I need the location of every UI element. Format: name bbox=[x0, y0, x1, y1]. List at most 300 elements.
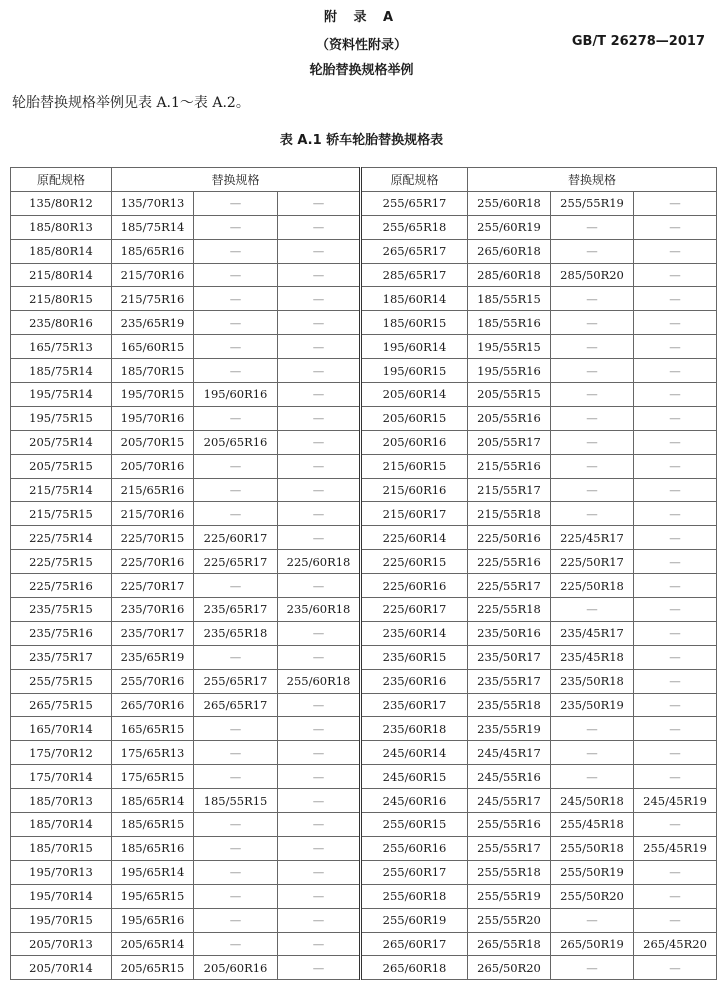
table-row bbox=[11, 932, 717, 956]
left-replacement-1-cell: 175/65R15 bbox=[112, 765, 194, 789]
left-replacement-3-cell: — bbox=[278, 287, 361, 311]
right-original-spec-cell: 245/60R16 bbox=[361, 789, 468, 813]
right-original-spec-cell: 225/60R17 bbox=[361, 598, 468, 622]
table-caption: 表 A.1 轿车轮胎替换规格表 bbox=[279, 133, 444, 148]
left-replacement-2-cell: 225/60R17 bbox=[194, 526, 278, 550]
left-original-spec-cell: 185/70R14 bbox=[11, 813, 112, 837]
right-replacement-1-cell: 255/55R18 bbox=[468, 860, 551, 884]
left-replacement-1-cell: 165/60R15 bbox=[112, 335, 194, 359]
left-replacement-1-cell: 165/65R15 bbox=[112, 717, 194, 741]
left-original-spec-cell: 195/75R15 bbox=[11, 406, 112, 430]
left-original-spec-cell: 175/70R12 bbox=[11, 741, 112, 765]
left-original-spec-cell: 135/80R12 bbox=[11, 191, 112, 215]
right-replacement-1-cell: 285/60R18 bbox=[468, 263, 551, 287]
left-original-spec-cell: 205/75R15 bbox=[11, 454, 112, 478]
left-replacement-3-cell: — bbox=[278, 813, 361, 837]
right-original-spec-cell: 195/60R14 bbox=[361, 335, 468, 359]
left-replacement-1-cell: 205/65R14 bbox=[112, 932, 194, 956]
right-replacement-1-cell: 205/55R17 bbox=[468, 430, 551, 454]
left-replacement-2-cell: — bbox=[194, 335, 278, 359]
right-replacement-1-cell: 185/55R15 bbox=[468, 287, 551, 311]
left-replacement-2-cell: — bbox=[194, 932, 278, 956]
right-replacement-1-cell: 195/55R16 bbox=[468, 359, 551, 383]
right-replacement-1-cell: 235/55R17 bbox=[468, 669, 551, 693]
table-row bbox=[11, 191, 717, 215]
right-replacement-3-cell: — bbox=[634, 383, 717, 407]
table-row bbox=[11, 430, 717, 454]
right-replacement-3-cell: — bbox=[634, 621, 717, 645]
left-replacement-1-cell: 195/65R16 bbox=[112, 908, 194, 932]
left-original-spec-cell: 185/80R14 bbox=[11, 239, 112, 263]
left-original-spec-cell: 215/80R15 bbox=[11, 287, 112, 311]
right-replacement-1-cell: 245/45R17 bbox=[468, 741, 551, 765]
right-replacement-3-cell: — bbox=[634, 454, 717, 478]
right-replacement-3-cell: — bbox=[634, 693, 717, 717]
right-original-spec-cell: 255/60R18 bbox=[361, 884, 468, 908]
left-replacement-1-cell: 235/65R19 bbox=[112, 311, 194, 335]
left-replacement-1-cell: 215/75R16 bbox=[112, 287, 194, 311]
right-original-spec-cell: 255/60R19 bbox=[361, 908, 468, 932]
left-replacement-3-cell: — bbox=[278, 526, 361, 550]
table-row bbox=[11, 860, 717, 884]
table-row bbox=[11, 454, 717, 478]
right-replacement-2-cell: 235/50R18 bbox=[551, 669, 634, 693]
right-original-spec-cell: 265/60R17 bbox=[361, 932, 468, 956]
table-row bbox=[11, 574, 717, 598]
left-original-spec-cell: 195/70R13 bbox=[11, 860, 112, 884]
left-replacement-1-cell: 185/75R14 bbox=[112, 215, 194, 239]
left-replacement-2-cell: — bbox=[194, 813, 278, 837]
right-replacement-1-cell: 205/55R16 bbox=[468, 406, 551, 430]
table-row bbox=[11, 693, 717, 717]
left-replacement-2-cell: — bbox=[194, 574, 278, 598]
left-replacement-2-cell: 195/60R16 bbox=[194, 383, 278, 407]
left-original-spec-cell: 185/80R13 bbox=[11, 215, 112, 239]
left-replacement-2-cell: — bbox=[194, 645, 278, 669]
left-original-spec-cell: 255/75R15 bbox=[11, 669, 112, 693]
right-replacement-3-cell: — bbox=[634, 908, 717, 932]
right-original-spec-cell: 235/60R14 bbox=[361, 621, 468, 645]
right-replacement-3-cell: — bbox=[634, 717, 717, 741]
right-replacement-3-cell: — bbox=[634, 574, 717, 598]
table-row bbox=[11, 215, 717, 239]
right-replacement-2-cell: — bbox=[551, 406, 634, 430]
right-original-spec-cell: 285/65R17 bbox=[361, 263, 468, 287]
right-replacement-2-cell: 235/45R17 bbox=[551, 621, 634, 645]
right-replacement-2-cell: 245/50R18 bbox=[551, 789, 634, 813]
right-replacement-3-cell: — bbox=[634, 239, 717, 263]
table-row bbox=[11, 526, 717, 550]
left-original-spec-cell: 235/75R17 bbox=[11, 645, 112, 669]
appendix-title: 附 录 A bbox=[323, 10, 400, 25]
right-replacement-1-cell: 235/50R17 bbox=[468, 645, 551, 669]
table-row bbox=[11, 669, 717, 693]
left-replacement-1-cell: 265/70R16 bbox=[112, 693, 194, 717]
table-row bbox=[11, 765, 717, 789]
left-replacement-1-cell: 195/70R15 bbox=[112, 383, 194, 407]
right-original-spec-cell: 235/60R16 bbox=[361, 669, 468, 693]
left-original-spec-cell: 225/75R15 bbox=[11, 550, 112, 574]
right-replacement-2-cell: 265/50R19 bbox=[551, 932, 634, 956]
left-replacement-1-cell: 255/70R16 bbox=[112, 669, 194, 693]
right-replacement-3-cell: — bbox=[634, 956, 717, 980]
left-original-spec-cell: 225/75R16 bbox=[11, 574, 112, 598]
table-row bbox=[11, 478, 717, 502]
right-original-spec-cell: 205/60R16 bbox=[361, 430, 468, 454]
right-replacement-2-cell: — bbox=[551, 454, 634, 478]
right-replacement-3-cell: — bbox=[634, 502, 717, 526]
left-replacement-3-cell: — bbox=[278, 717, 361, 741]
right-replacement-2-cell: — bbox=[551, 430, 634, 454]
header-replacement-spec-left: 替换规格 bbox=[112, 168, 361, 192]
left-replacement-1-cell: 185/65R15 bbox=[112, 813, 194, 837]
appendix-topic: 轮胎替换规格举例 bbox=[309, 63, 414, 78]
left-replacement-1-cell: 235/70R17 bbox=[112, 621, 194, 645]
left-replacement-2-cell: — bbox=[194, 311, 278, 335]
right-replacement-2-cell: — bbox=[551, 311, 634, 335]
left-replacement-1-cell: 205/70R15 bbox=[112, 430, 194, 454]
right-replacement-3-cell: — bbox=[634, 813, 717, 837]
right-replacement-2-cell: 225/50R17 bbox=[551, 550, 634, 574]
right-replacement-1-cell: 185/55R16 bbox=[468, 311, 551, 335]
left-replacement-2-cell: — bbox=[194, 717, 278, 741]
right-replacement-3-cell: — bbox=[634, 335, 717, 359]
right-original-spec-cell: 215/60R17 bbox=[361, 502, 468, 526]
right-replacement-3-cell: — bbox=[634, 311, 717, 335]
left-replacement-3-cell: — bbox=[278, 884, 361, 908]
right-original-spec-cell: 205/60R14 bbox=[361, 383, 468, 407]
table-row bbox=[11, 813, 717, 837]
left-replacement-3-cell: 255/60R18 bbox=[278, 669, 361, 693]
left-replacement-3-cell: — bbox=[278, 311, 361, 335]
right-replacement-1-cell: 265/60R18 bbox=[468, 239, 551, 263]
table-body bbox=[11, 191, 717, 979]
left-replacement-2-cell: 235/65R18 bbox=[194, 621, 278, 645]
right-replacement-2-cell: — bbox=[551, 239, 634, 263]
right-replacement-1-cell: 225/50R16 bbox=[468, 526, 551, 550]
left-original-spec-cell: 215/75R14 bbox=[11, 478, 112, 502]
right-original-spec-cell: 215/60R16 bbox=[361, 478, 468, 502]
left-replacement-3-cell: — bbox=[278, 215, 361, 239]
left-original-spec-cell: 165/75R13 bbox=[11, 335, 112, 359]
left-replacement-3-cell: — bbox=[278, 478, 361, 502]
left-replacement-1-cell: 195/65R15 bbox=[112, 884, 194, 908]
right-replacement-1-cell: 235/55R19 bbox=[468, 717, 551, 741]
right-replacement-3-cell: — bbox=[634, 215, 717, 239]
right-replacement-2-cell: — bbox=[551, 598, 634, 622]
right-replacement-2-cell: — bbox=[551, 335, 634, 359]
left-replacement-1-cell: 215/70R16 bbox=[112, 502, 194, 526]
right-replacement-2-cell: — bbox=[551, 717, 634, 741]
right-replacement-1-cell: 255/60R18 bbox=[468, 191, 551, 215]
table-row bbox=[11, 598, 717, 622]
left-replacement-3-cell: — bbox=[278, 191, 361, 215]
right-replacement-1-cell: 245/55R16 bbox=[468, 765, 551, 789]
left-replacement-1-cell: 225/70R16 bbox=[112, 550, 194, 574]
right-original-spec-cell: 265/65R17 bbox=[361, 239, 468, 263]
header-original-spec-right: 原配规格 bbox=[361, 168, 468, 192]
header-original-spec-left: 原配规格 bbox=[11, 168, 112, 192]
left-replacement-3-cell: — bbox=[278, 359, 361, 383]
table-row bbox=[11, 550, 717, 574]
left-replacement-1-cell: 235/65R19 bbox=[112, 645, 194, 669]
right-original-spec-cell: 225/60R15 bbox=[361, 550, 468, 574]
right-original-spec-cell: 185/60R14 bbox=[361, 287, 468, 311]
left-replacement-2-cell: — bbox=[194, 860, 278, 884]
left-original-spec-cell: 185/75R14 bbox=[11, 359, 112, 383]
right-replacement-3-cell: — bbox=[634, 669, 717, 693]
right-replacement-1-cell: 265/50R20 bbox=[468, 956, 551, 980]
right-replacement-1-cell: 205/55R15 bbox=[468, 383, 551, 407]
right-replacement-2-cell: — bbox=[551, 478, 634, 502]
right-replacement-1-cell: 255/55R19 bbox=[468, 884, 551, 908]
table-row bbox=[11, 908, 717, 932]
left-replacement-2-cell: — bbox=[194, 359, 278, 383]
left-replacement-2-cell: — bbox=[194, 215, 278, 239]
left-original-spec-cell: 265/75R15 bbox=[11, 693, 112, 717]
left-replacement-1-cell: 195/70R16 bbox=[112, 406, 194, 430]
left-replacement-1-cell: 195/65R14 bbox=[112, 860, 194, 884]
left-replacement-2-cell: 185/55R15 bbox=[194, 789, 278, 813]
table-row bbox=[11, 956, 717, 980]
left-original-spec-cell: 235/75R16 bbox=[11, 621, 112, 645]
right-replacement-3-cell: — bbox=[634, 645, 717, 669]
right-original-spec-cell: 245/60R14 bbox=[361, 741, 468, 765]
left-replacement-2-cell: — bbox=[194, 191, 278, 215]
left-replacement-2-cell: — bbox=[194, 502, 278, 526]
left-replacement-3-cell: 225/60R18 bbox=[278, 550, 361, 574]
right-replacement-3-cell: — bbox=[634, 263, 717, 287]
standard-code: GB/T 26278—2017 bbox=[571, 34, 705, 49]
right-replacement-3-cell: 245/45R19 bbox=[634, 789, 717, 813]
left-replacement-1-cell: 185/65R16 bbox=[112, 239, 194, 263]
right-replacement-1-cell: 215/55R18 bbox=[468, 502, 551, 526]
right-replacement-3-cell: — bbox=[634, 598, 717, 622]
left-replacement-3-cell: — bbox=[278, 789, 361, 813]
right-replacement-2-cell: 255/50R19 bbox=[551, 860, 634, 884]
right-replacement-3-cell: — bbox=[634, 741, 717, 765]
left-replacement-1-cell: 185/65R14 bbox=[112, 789, 194, 813]
right-original-spec-cell: 255/65R18 bbox=[361, 215, 468, 239]
right-original-spec-cell: 235/60R17 bbox=[361, 693, 468, 717]
left-replacement-2-cell: — bbox=[194, 836, 278, 860]
table-row bbox=[11, 836, 717, 860]
left-replacement-3-cell: — bbox=[278, 860, 361, 884]
left-replacement-2-cell: 265/65R17 bbox=[194, 693, 278, 717]
right-original-spec-cell: 195/60R15 bbox=[361, 359, 468, 383]
right-replacement-2-cell: — bbox=[551, 765, 634, 789]
left-replacement-2-cell: — bbox=[194, 478, 278, 502]
right-replacement-3-cell: — bbox=[634, 860, 717, 884]
right-replacement-2-cell: — bbox=[551, 287, 634, 311]
left-replacement-2-cell: — bbox=[194, 884, 278, 908]
left-original-spec-cell: 205/70R13 bbox=[11, 932, 112, 956]
left-replacement-1-cell: 225/70R17 bbox=[112, 574, 194, 598]
left-replacement-3-cell: — bbox=[278, 574, 361, 598]
left-replacement-3-cell: — bbox=[278, 335, 361, 359]
table-row bbox=[11, 406, 717, 430]
left-original-spec-cell: 195/75R14 bbox=[11, 383, 112, 407]
table-row bbox=[11, 717, 717, 741]
intro-paragraph: 轮胎替换规格举例见表 A.1～表 A.2。 bbox=[12, 95, 250, 111]
left-original-spec-cell: 205/75R14 bbox=[11, 430, 112, 454]
right-replacement-2-cell: — bbox=[551, 741, 634, 765]
right-replacement-1-cell: 255/55R16 bbox=[468, 813, 551, 837]
left-replacement-2-cell: 205/60R16 bbox=[194, 956, 278, 980]
right-replacement-3-cell: — bbox=[634, 765, 717, 789]
left-replacement-2-cell: 205/65R16 bbox=[194, 430, 278, 454]
left-replacement-3-cell: — bbox=[278, 406, 361, 430]
right-replacement-3-cell: — bbox=[634, 550, 717, 574]
right-replacement-2-cell: — bbox=[551, 956, 634, 980]
left-replacement-3-cell: — bbox=[278, 502, 361, 526]
right-original-spec-cell: 205/60R15 bbox=[361, 406, 468, 430]
left-replacement-3-cell: — bbox=[278, 383, 361, 407]
right-replacement-2-cell: — bbox=[551, 502, 634, 526]
left-replacement-3-cell: — bbox=[278, 454, 361, 478]
right-original-spec-cell: 255/65R17 bbox=[361, 191, 468, 215]
left-replacement-3-cell: — bbox=[278, 621, 361, 645]
right-replacement-1-cell: 235/55R18 bbox=[468, 693, 551, 717]
table-row bbox=[11, 239, 717, 263]
table-row bbox=[11, 335, 717, 359]
left-replacement-2-cell: — bbox=[194, 741, 278, 765]
right-replacement-2-cell: 225/50R18 bbox=[551, 574, 634, 598]
left-replacement-2-cell: — bbox=[194, 239, 278, 263]
left-original-spec-cell: 225/75R14 bbox=[11, 526, 112, 550]
left-replacement-3-cell: — bbox=[278, 693, 361, 717]
left-replacement-3-cell: — bbox=[278, 741, 361, 765]
left-original-spec-cell: 235/75R15 bbox=[11, 598, 112, 622]
right-original-spec-cell: 185/60R15 bbox=[361, 311, 468, 335]
left-replacement-3-cell: — bbox=[278, 932, 361, 956]
left-replacement-1-cell: 215/70R16 bbox=[112, 263, 194, 287]
left-replacement-3-cell: — bbox=[278, 956, 361, 980]
right-replacement-2-cell: — bbox=[551, 215, 634, 239]
left-replacement-2-cell: — bbox=[194, 454, 278, 478]
table-row bbox=[11, 359, 717, 383]
left-replacement-1-cell: 235/70R16 bbox=[112, 598, 194, 622]
left-replacement-1-cell: 215/65R16 bbox=[112, 478, 194, 502]
left-replacement-2-cell: 255/65R17 bbox=[194, 669, 278, 693]
right-replacement-2-cell: 225/45R17 bbox=[551, 526, 634, 550]
left-replacement-1-cell: 135/70R13 bbox=[112, 191, 194, 215]
right-replacement-2-cell: 285/50R20 bbox=[551, 263, 634, 287]
right-replacement-1-cell: 225/55R17 bbox=[468, 574, 551, 598]
appendix-type: （资料性附录） bbox=[315, 38, 407, 53]
right-original-spec-cell: 225/60R14 bbox=[361, 526, 468, 550]
left-replacement-3-cell: — bbox=[278, 908, 361, 932]
left-original-spec-cell: 215/80R14 bbox=[11, 263, 112, 287]
left-original-spec-cell: 185/70R15 bbox=[11, 836, 112, 860]
table-row bbox=[11, 383, 717, 407]
left-replacement-3-cell: — bbox=[278, 239, 361, 263]
right-replacement-1-cell: 255/55R20 bbox=[468, 908, 551, 932]
right-replacement-1-cell: 235/50R16 bbox=[468, 621, 551, 645]
left-original-spec-cell: 175/70R14 bbox=[11, 765, 112, 789]
right-original-spec-cell: 255/60R16 bbox=[361, 836, 468, 860]
left-replacement-1-cell: 185/65R16 bbox=[112, 836, 194, 860]
right-original-spec-cell: 255/60R17 bbox=[361, 860, 468, 884]
left-replacement-1-cell: 205/70R16 bbox=[112, 454, 194, 478]
right-replacement-3-cell: — bbox=[634, 359, 717, 383]
right-replacement-3-cell: — bbox=[634, 287, 717, 311]
left-original-spec-cell: 195/70R14 bbox=[11, 884, 112, 908]
tire-replacement-table bbox=[10, 167, 717, 980]
right-replacement-3-cell: — bbox=[634, 406, 717, 430]
right-replacement-3-cell: — bbox=[634, 526, 717, 550]
left-replacement-1-cell: 185/70R15 bbox=[112, 359, 194, 383]
right-replacement-2-cell: — bbox=[551, 908, 634, 932]
right-replacement-2-cell: 255/50R20 bbox=[551, 884, 634, 908]
table-row bbox=[11, 884, 717, 908]
right-original-spec-cell: 225/60R16 bbox=[361, 574, 468, 598]
table-row bbox=[11, 789, 717, 813]
left-original-spec-cell: 165/70R14 bbox=[11, 717, 112, 741]
left-replacement-3-cell: 235/60R18 bbox=[278, 598, 361, 622]
table-header-row bbox=[11, 168, 717, 192]
right-replacement-1-cell: 255/55R17 bbox=[468, 836, 551, 860]
table-row bbox=[11, 263, 717, 287]
right-replacement-3-cell: — bbox=[634, 430, 717, 454]
right-replacement-1-cell: 245/55R17 bbox=[468, 789, 551, 813]
right-replacement-3-cell: — bbox=[634, 478, 717, 502]
header-replacement-spec-right: 替换规格 bbox=[468, 168, 717, 192]
left-replacement-2-cell: — bbox=[194, 908, 278, 932]
right-replacement-1-cell: 215/55R17 bbox=[468, 478, 551, 502]
right-replacement-3-cell: — bbox=[634, 884, 717, 908]
left-original-spec-cell: 205/70R14 bbox=[11, 956, 112, 980]
left-replacement-1-cell: 225/70R15 bbox=[112, 526, 194, 550]
left-replacement-2-cell: — bbox=[194, 263, 278, 287]
right-original-spec-cell: 235/60R18 bbox=[361, 717, 468, 741]
right-replacement-1-cell: 215/55R16 bbox=[468, 454, 551, 478]
table-row bbox=[11, 311, 717, 335]
left-original-spec-cell: 195/70R15 bbox=[11, 908, 112, 932]
left-replacement-2-cell: 235/65R17 bbox=[194, 598, 278, 622]
right-replacement-2-cell: — bbox=[551, 359, 634, 383]
right-replacement-1-cell: 225/55R16 bbox=[468, 550, 551, 574]
left-replacement-2-cell: — bbox=[194, 406, 278, 430]
right-replacement-1-cell: 195/55R15 bbox=[468, 335, 551, 359]
left-original-spec-cell: 215/75R15 bbox=[11, 502, 112, 526]
right-replacement-3-cell: 265/45R20 bbox=[634, 932, 717, 956]
left-replacement-3-cell: — bbox=[278, 263, 361, 287]
left-replacement-3-cell: — bbox=[278, 430, 361, 454]
left-replacement-2-cell: 225/65R17 bbox=[194, 550, 278, 574]
table-row bbox=[11, 741, 717, 765]
table-row bbox=[11, 621, 717, 645]
left-replacement-2-cell: — bbox=[194, 287, 278, 311]
left-replacement-3-cell: — bbox=[278, 645, 361, 669]
left-replacement-3-cell: — bbox=[278, 765, 361, 789]
left-replacement-1-cell: 205/65R15 bbox=[112, 956, 194, 980]
right-replacement-2-cell: 235/50R19 bbox=[551, 693, 634, 717]
table-row bbox=[11, 287, 717, 311]
right-replacement-1-cell: 255/60R19 bbox=[468, 215, 551, 239]
table-row bbox=[11, 645, 717, 669]
right-replacement-2-cell: 255/50R18 bbox=[551, 836, 634, 860]
right-replacement-3-cell: — bbox=[634, 191, 717, 215]
right-replacement-1-cell: 265/55R18 bbox=[468, 932, 551, 956]
right-replacement-2-cell: 255/55R19 bbox=[551, 191, 634, 215]
right-original-spec-cell: 255/60R15 bbox=[361, 813, 468, 837]
right-replacement-2-cell: 235/45R18 bbox=[551, 645, 634, 669]
left-replacement-3-cell: — bbox=[278, 836, 361, 860]
right-replacement-3-cell: 255/45R19 bbox=[634, 836, 717, 860]
left-original-spec-cell: 235/80R16 bbox=[11, 311, 112, 335]
left-replacement-2-cell: — bbox=[194, 765, 278, 789]
